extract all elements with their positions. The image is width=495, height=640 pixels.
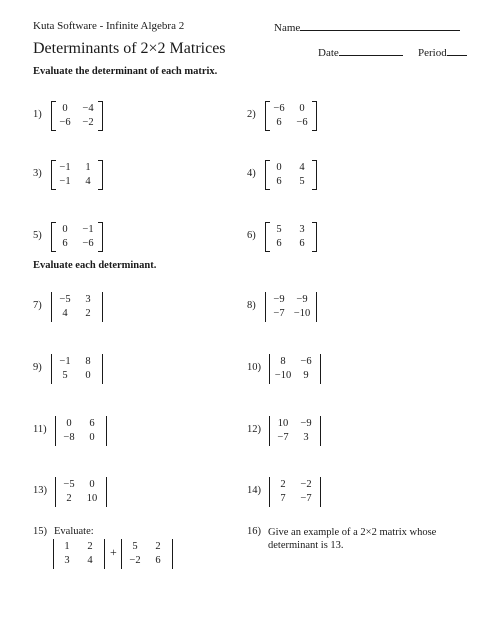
problem-number: 8)	[247, 300, 256, 311]
right-bar	[320, 416, 321, 446]
determinant-2x2	[121, 539, 173, 569]
right-bar	[320, 477, 321, 507]
right-bar	[106, 477, 107, 507]
problem-number: 2)	[247, 109, 256, 120]
right-bar	[316, 292, 317, 322]
instruction-matrices: Evaluate the determinant of each matrix.	[33, 66, 218, 77]
right-bar	[172, 539, 173, 569]
matrix-cell: −7	[277, 432, 289, 443]
left-bar	[269, 354, 270, 384]
determinant-2x2	[51, 354, 103, 384]
determinant-2x2	[269, 477, 321, 507]
matrix-cell: 6	[276, 238, 282, 249]
matrix-cell: −4	[82, 103, 94, 114]
matrix-2x2	[265, 222, 317, 252]
left-bar	[51, 292, 52, 322]
evaluate-label: Evaluate:	[54, 526, 94, 537]
problem-number: 12)	[247, 424, 261, 435]
matrix-cell: −2	[300, 479, 312, 490]
matrix-cell: −2	[129, 555, 141, 566]
matrix-cell: 3	[64, 555, 70, 566]
matrix-cell: 3	[303, 432, 309, 443]
matrix-cell: 6	[299, 238, 305, 249]
period-label: Period	[418, 47, 447, 59]
matrix-cell: −10	[274, 370, 292, 381]
matrix-cell: −6	[59, 117, 71, 128]
matrix-cell: 2	[155, 541, 161, 552]
matrix-cell: 0	[89, 432, 95, 443]
matrix-cell: −2	[82, 117, 94, 128]
left-bar	[53, 539, 54, 569]
matrix-cell: −1	[82, 224, 94, 235]
matrix-cell: −1	[59, 176, 71, 187]
matrix-2x2	[51, 222, 103, 252]
matrix-cell: 4	[299, 162, 305, 173]
matrix-cell: −9	[300, 418, 312, 429]
matrix-2x2	[265, 101, 317, 131]
matrix-cell: 6	[155, 555, 161, 566]
matrix-cell: 0	[85, 370, 91, 381]
name-label: Name	[274, 22, 301, 34]
date-label: Date	[318, 47, 339, 59]
matrix-cell: 9	[303, 370, 309, 381]
left-bar	[55, 477, 56, 507]
matrix-cell: 0	[299, 103, 305, 114]
problem-number: 16)	[247, 526, 261, 537]
matrix-cell: 5	[276, 224, 282, 235]
matrix-cell: 4	[87, 555, 93, 566]
matrix-cell: 8	[85, 356, 91, 367]
matrix-cell: 5	[62, 370, 68, 381]
determinant-2x2	[51, 292, 103, 322]
matrix-cell: −1	[59, 162, 71, 173]
matrix-cell: 0	[276, 162, 282, 173]
period-field	[418, 45, 467, 59]
problem-number: 3)	[33, 168, 42, 179]
publisher-text: Kuta Software - Infinite Algebra 2	[33, 20, 185, 32]
left-bar	[265, 292, 266, 322]
matrix-cell: −6	[273, 103, 285, 114]
matrix-cell: 2	[87, 541, 93, 552]
matrix-cell: 6	[89, 418, 95, 429]
matrix-cell: −5	[59, 294, 71, 305]
problem-number: 13)	[33, 485, 47, 496]
plus-operator: +	[110, 545, 117, 559]
date-field	[318, 45, 403, 59]
matrix-cell: 5	[299, 176, 305, 187]
left-bar	[55, 416, 56, 446]
problem-number: 7)	[33, 300, 42, 311]
right-bar	[102, 354, 103, 384]
matrix-cell: 0	[62, 103, 68, 114]
matrix-cell: 3	[85, 294, 91, 305]
matrix-cell: 0	[66, 418, 72, 429]
problem-number: 10)	[247, 362, 261, 373]
matrix-cell: 6	[276, 176, 282, 187]
determinant-2x2	[53, 539, 105, 569]
right-bar	[320, 354, 321, 384]
matrix-cell: −6	[296, 117, 308, 128]
matrix-cell: −9	[296, 294, 308, 305]
matrix-2x2	[51, 160, 103, 190]
matrix-cell: 8	[280, 356, 286, 367]
right-bar	[106, 416, 107, 446]
name-blank	[300, 20, 460, 31]
problem-number: 1)	[33, 109, 42, 120]
left-bar	[269, 416, 270, 446]
matrix-cell: 2	[66, 493, 72, 504]
problem-number: 11)	[33, 424, 47, 435]
period-blank	[447, 45, 467, 56]
left-bar	[269, 477, 270, 507]
matrix-cell: −5	[63, 479, 75, 490]
matrix-cell: 0	[89, 479, 95, 490]
right-bar	[102, 292, 103, 322]
matrix-cell: 0	[62, 224, 68, 235]
problem-number: 14)	[247, 485, 261, 496]
instruction-determinants: Evaluate each determinant.	[33, 260, 157, 271]
problem-number: 9)	[33, 362, 42, 373]
matrix-cell: 10	[86, 493, 98, 504]
problem-16-line1: Give an example of a 2×2 matrix whose	[268, 527, 437, 538]
matrix-cell: 1	[64, 541, 70, 552]
matrix-cell: 4	[85, 176, 91, 187]
left-bar	[121, 539, 122, 569]
matrix-cell: −7	[300, 493, 312, 504]
matrix-cell: 1	[85, 162, 91, 173]
matrix-cell: 6	[62, 238, 68, 249]
matrix-cell: 2	[280, 479, 286, 490]
problem-number: 6)	[247, 230, 256, 241]
right-bar	[104, 539, 105, 569]
worksheet-title: Determinants of 2×2 Matrices	[33, 40, 226, 57]
matrix-cell: 5	[132, 541, 138, 552]
left-bar	[51, 354, 52, 384]
problem-number: 5)	[33, 230, 42, 241]
matrix-2x2	[51, 101, 103, 131]
date-blank	[339, 45, 403, 56]
problem-number: 15)	[33, 526, 47, 537]
matrix-cell: 2	[85, 308, 91, 319]
name-field	[274, 20, 466, 34]
matrix-cell: 10	[277, 418, 289, 429]
matrix-2x2	[265, 160, 317, 190]
matrix-cell: 6	[276, 117, 282, 128]
matrix-cell: −8	[63, 432, 75, 443]
determinant-2x2	[269, 354, 321, 384]
determinant-2x2	[55, 416, 107, 446]
determinant-2x2	[269, 416, 321, 446]
matrix-cell: −1	[59, 356, 71, 367]
matrix-cell: −7	[273, 308, 285, 319]
problem-16-line2: determinant is 13.	[268, 540, 344, 551]
matrix-cell: 3	[299, 224, 305, 235]
determinant-2x2	[265, 292, 317, 322]
matrix-cell: −6	[82, 238, 94, 249]
matrix-cell: −9	[273, 294, 285, 305]
determinant-2x2	[55, 477, 107, 507]
matrix-cell: −10	[293, 308, 311, 319]
matrix-cell: 4	[62, 308, 68, 319]
problem-number: 4)	[247, 168, 256, 179]
matrix-cell: 7	[280, 493, 286, 504]
problem-16-text	[268, 526, 436, 552]
matrix-cell: −6	[300, 356, 312, 367]
